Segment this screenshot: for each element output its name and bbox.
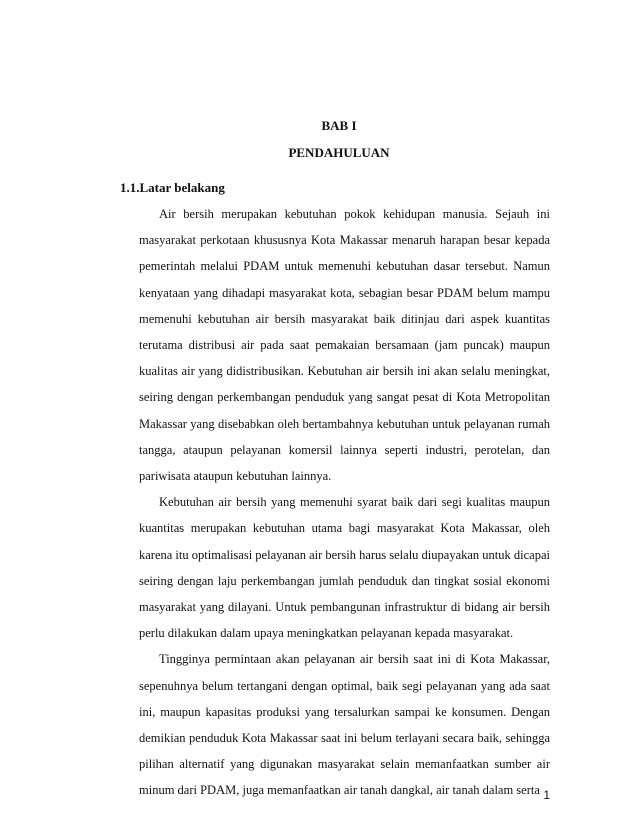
chapter-title: PENDAHULUAN (288, 145, 390, 160)
paragraph: Tingginya permintaan akan pelayanan air bersih saat ini di Kota Makassar, sepenuhnya belum tertangani dengan optimal, baik segi pelayanan yang ada saat ini, maupun kapasitas produksi yang tersalurkan sampai ke konsumen. Dengan demikian penduduk Kota Makassar saat ini belum terlayani secara baik, sehingga pilihan alternatif yang digunakan masyarakat selain memanfaatkan sumber air minum dari PDAM, juga memanfaatkan air tanah dangkal, air tanah dalam serta (139, 652, 550, 798)
body-text (139, 201, 550, 804)
paragraph: Air bersih merupakan kebutuhan pokok kehidupan manusia. Sejauh ini masyarakat perkotaan khususnya Kota Makassar menaruh harapan besar kepada pemerintah melalui PDAM untuk memenuhi kebutuhan dasar tersebut. Namun kenyataan yang dihadapi masyarakat kota, sebagian besar PDAM belum mampu memenuhi kebutuhan air bersih masyarakat baik ditinjau dari aspek kuantitas terutama distribusi air pada saat pemakaian bersamaan (jam puncak) maupun kualitas air yang didistribusikan. Kebutuhan air bersih ini akan selalu meningkat, seiring dengan perkembangan penduduk yang sangat pesat di Kota Metropolitan Makassar yang disebabkan oleh bertambahnya kebutuhan untuk pelayanan rumah tangga, ataupun pelayanan komersil lainnya seperti industri, perotelan, dan pariwisata ataupun kebutuhan lainnya. (139, 207, 550, 484)
section-heading: 1.1.Latar belakang (120, 180, 225, 195)
chapter-number: BAB I (321, 118, 357, 133)
page-number: 1 (543, 788, 550, 802)
paragraph: Kebutuhan air bersih yang memenuhi syarat baik dari segi kualitas maupun kuantitas merupakan kebutuhan utama bagi masyarakat Kota Makassar, oleh karena itu optimalisasi pelayanan air bersih harus selalu diupayakan untuk dicapai seiring dengan laju perkembangan jumlah penduduk dan tingkat sosial ekonomi masyarakat yang dilayani. Untuk pembangunan infrastruktur di bidang air bersih perlu dilakukan dalam upaya meningkatkan pelayanan kepada masyarakat. (139, 495, 550, 641)
